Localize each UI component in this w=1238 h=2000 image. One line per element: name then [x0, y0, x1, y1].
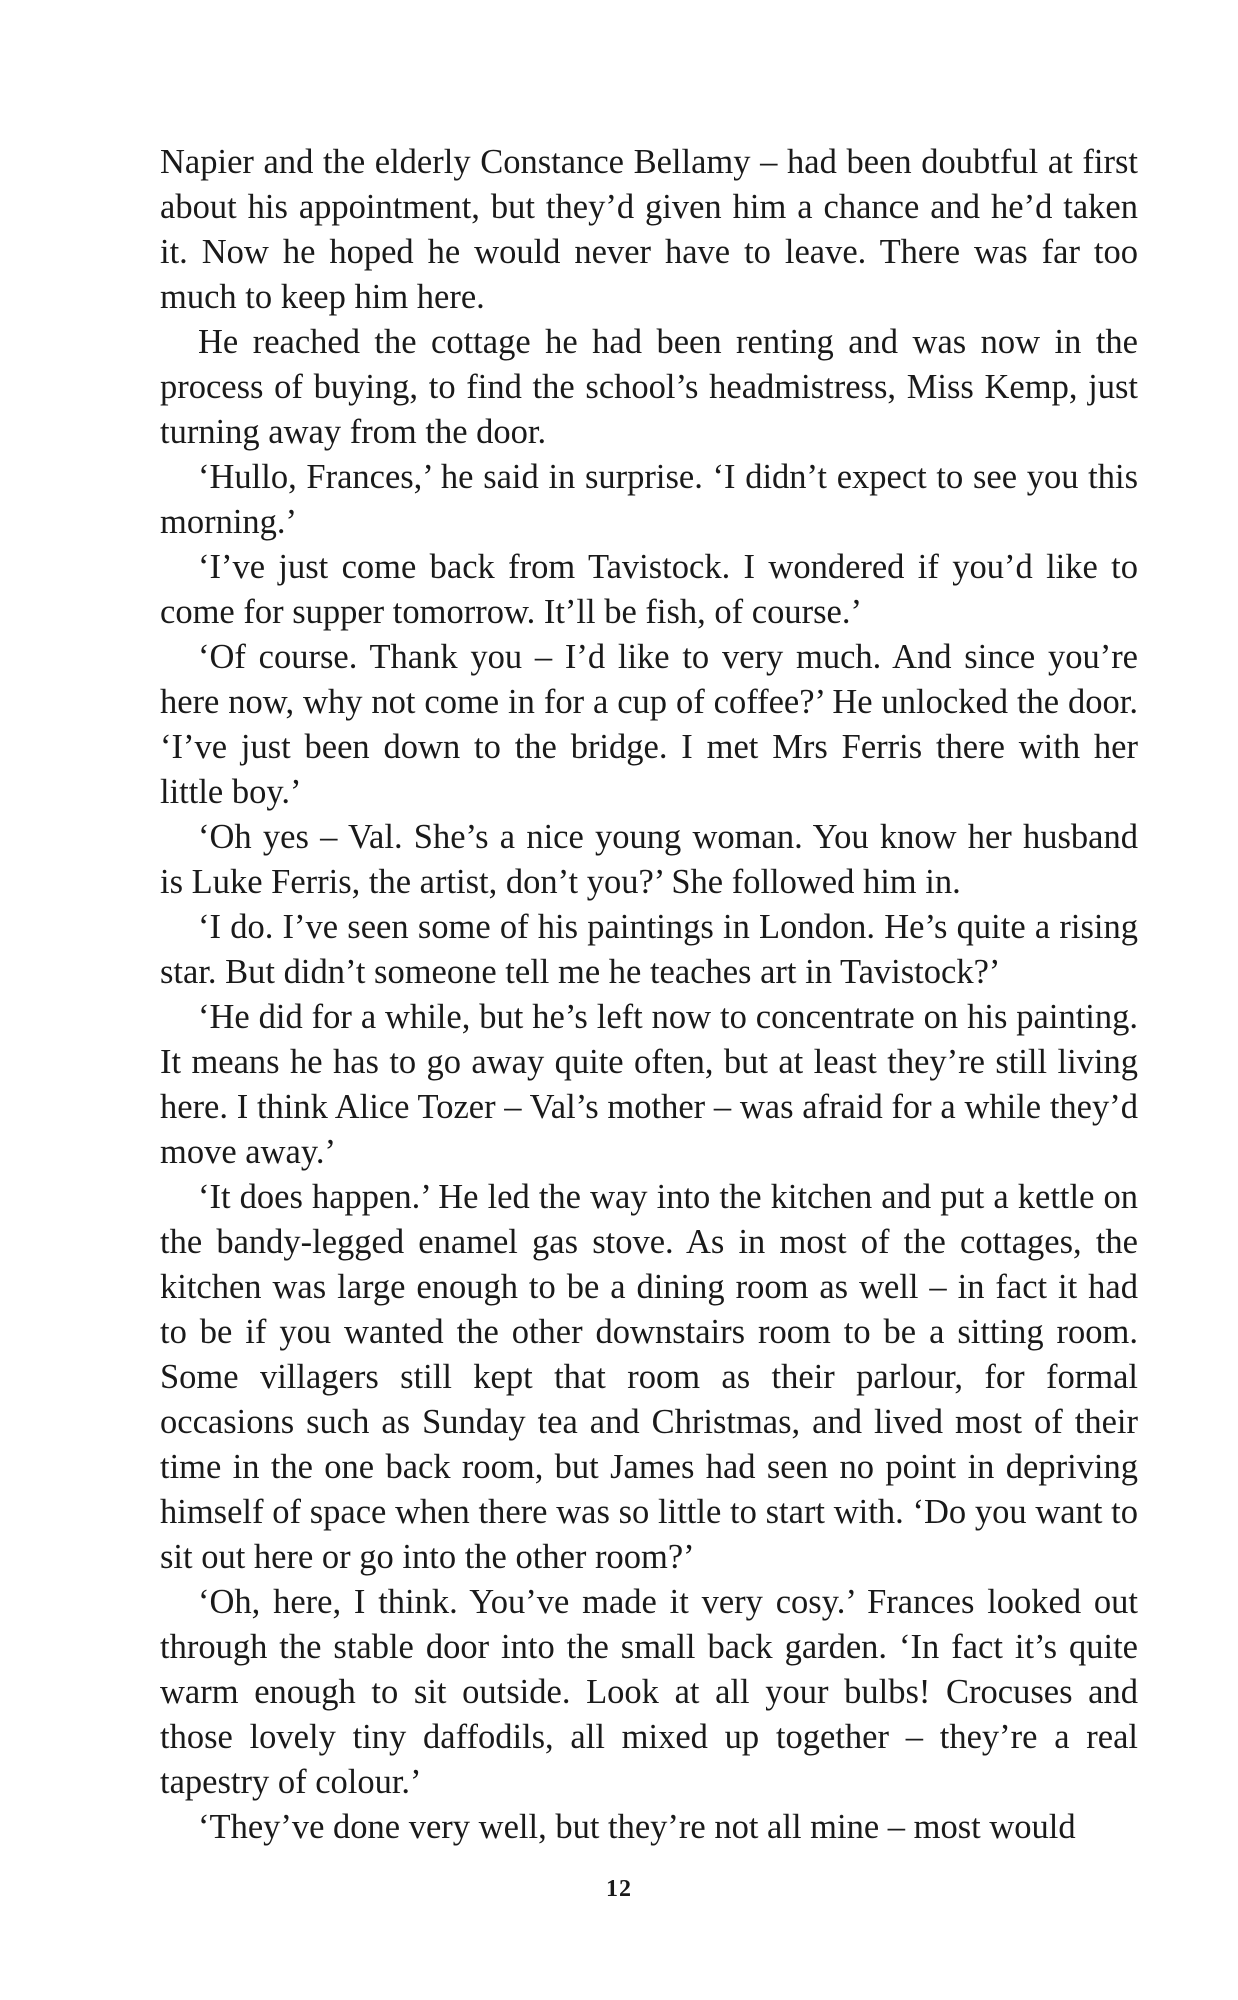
- paragraph-11: ‘They’ve done very well, but they’re not all mine – most would: [198, 1808, 1076, 1846]
- paragraph-1: Napier and the elderly Constance Bellamy – had been doubtful at first about his appointment, but they’d given him a chance and he’d taken it. Now he hoped he would never have to leave. There was far too much to keep him here.: [160, 143, 1138, 316]
- paragraph-2: He reached the cottage he had been renting and was now in the process of buying, to find the school’s headmistress, Miss Kemp, just turning away from the door.: [160, 323, 1138, 451]
- paragraph-6: ‘Oh yes – Val. She’s a nice young woman. You know her husband is Luke Ferris, the artist, don’t you?’ She followed him in.: [160, 818, 1138, 901]
- paragraph-5: ‘Of course. Thank you – I’d like to very much. And since you’re here now, why not come in for a cup of coffee?’ He unlocked the door. ‘I’ve just been down to the bridge. I met Mrs Ferris there with her little boy.’: [160, 638, 1138, 811]
- paragraph-7: ‘I do. I’ve seen some of his paintings in London. He’s quite a rising star. But didn’t someone tell me he teaches art in Tavistock?’: [160, 908, 1138, 991]
- paragraph-4: ‘I’ve just come back from Tavistock. I wondered if you’d like to come for supper tomorrow. It’ll be fish, of course.’: [160, 548, 1138, 631]
- paragraph-3: ‘Hullo, Frances,’ he said in surprise. ‘I didn’t expect to see you this morning.’: [160, 458, 1138, 541]
- body-text: [160, 140, 1138, 1850]
- paragraph-9: ‘It does happen.’ He led the way into the kitchen and put a kettle on the bandy-legged enamel gas stove. As in most of the cottages, the kitchen was large enough to be a dining room as well – in fact it had to be if you wanted the other downstairs room to be a sitting room. Some villagers still kept that room as their parlour, for formal occasions such as Sunday tea and Christmas, and lived most of their time in the one back room, but James had seen no point in depriving himself of space when there was so little to start with. ‘Do you want to sit out here or go into the other room?’: [160, 1178, 1138, 1576]
- paragraph-10: ‘Oh, here, I think. You’ve made it very cosy.’ Frances looked out through the stable door into the small back garden. ‘In fact it’s quite warm enough to sit outside. Look at all your bulbs! Crocuses and those lovely tiny daffodils, all mixed up together – they’re a real tapestry of colour.’: [160, 1583, 1138, 1801]
- paragraph-8: ‘He did for a while, but he’s left now to concentrate on his painting. It means he has to go away quite often, but at least they’re still living here. I think Alice Tozer – Val’s mother – was afraid for a while they’d move away.’: [160, 998, 1138, 1171]
- page-number: 12: [606, 1876, 632, 1902]
